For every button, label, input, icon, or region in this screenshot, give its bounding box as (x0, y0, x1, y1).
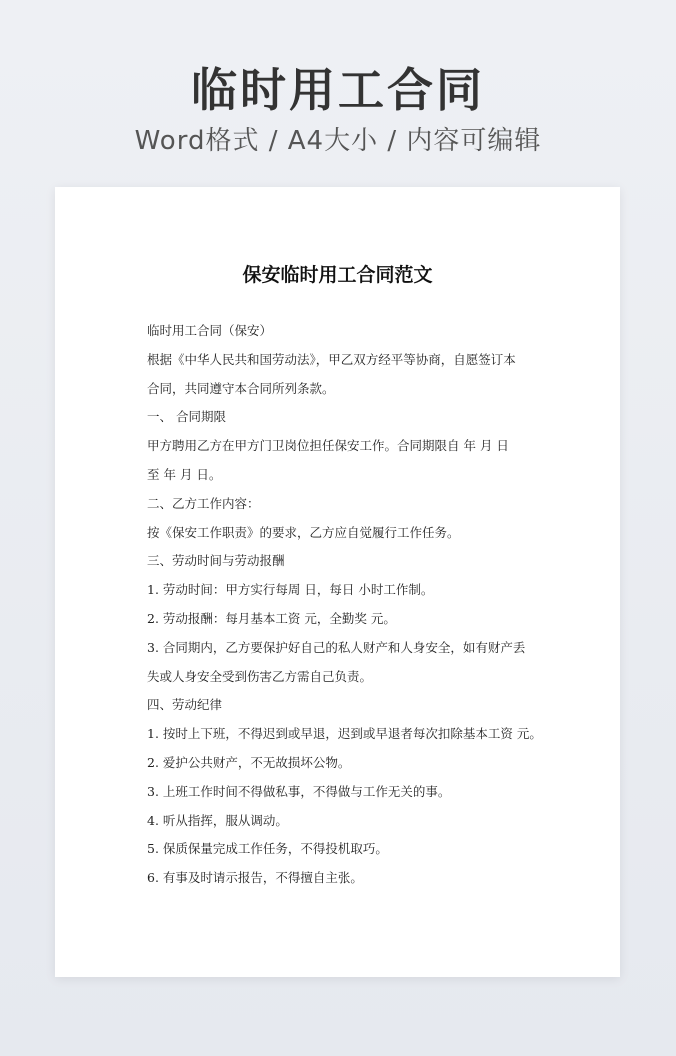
document-line: 根据《中华人民共和国劳动法》，甲乙双方经平等协商，自愿签订本 (147, 351, 516, 367)
document-line: 2. 劳动报酬：每月基本工资 元，全勤奖 元。 (147, 610, 396, 626)
document-line: 4. 听从指挥，服从调动。 (147, 812, 288, 828)
document-line: 失或人身安全受到伤害乙方需自己负责。 (147, 668, 373, 684)
document-line: 1. 劳动时间：甲方实行每周 日，每日 小时工作制。 (147, 582, 434, 598)
page-title: 临时用工合同 (191, 63, 485, 117)
document-line: 至 年 月 日。 (147, 466, 222, 482)
document-line: 3. 合同期内，乙方要保护好自己的私人财产和人身安全，如有财产丢 (147, 639, 526, 655)
document-line: 合同，共同遵守本合同所列条款。 (147, 380, 335, 396)
document-line: 3. 上班工作时间不得做私事，不得做与工作无关的事。 (147, 783, 451, 799)
page-header (0, 60, 676, 158)
document-title: 保安临时用工合同范文 (242, 264, 433, 286)
document-line: 1. 按时上下班，不得迟到或早退，迟到或早退者每次扣除基本工资 元。 (147, 726, 542, 742)
document-line: 6. 有事及时请示报告，不得擅自主张。 (147, 870, 363, 886)
section-heading: 一、 合同期限 (147, 409, 226, 425)
document-line: 2. 爱护公共财产，不无故损坏公物。 (147, 754, 351, 770)
document-line: 甲方聘用乙方在甲方门卫岗位担任保安工作。合同期限自 年 月 日 (147, 438, 509, 454)
document-line: 5. 保质保量完成工作任务，不得投机取巧。 (147, 841, 388, 857)
section-heading: 三、劳动时间与劳动报酬 (147, 553, 285, 569)
page-subtitle: Word格式 / A4大小 / 内容可编辑 (134, 126, 542, 156)
document-line: 临时用工合同（保安） (147, 323, 273, 338)
section-heading: 二、乙方工作内容： (147, 495, 260, 511)
document-line: 按《保安工作职责》的要求，乙方应自觉履行工作任务。 (147, 524, 460, 540)
document-page (55, 187, 620, 977)
section-heading: 四、劳动纪律 (147, 697, 223, 713)
document-body (147, 317, 547, 893)
